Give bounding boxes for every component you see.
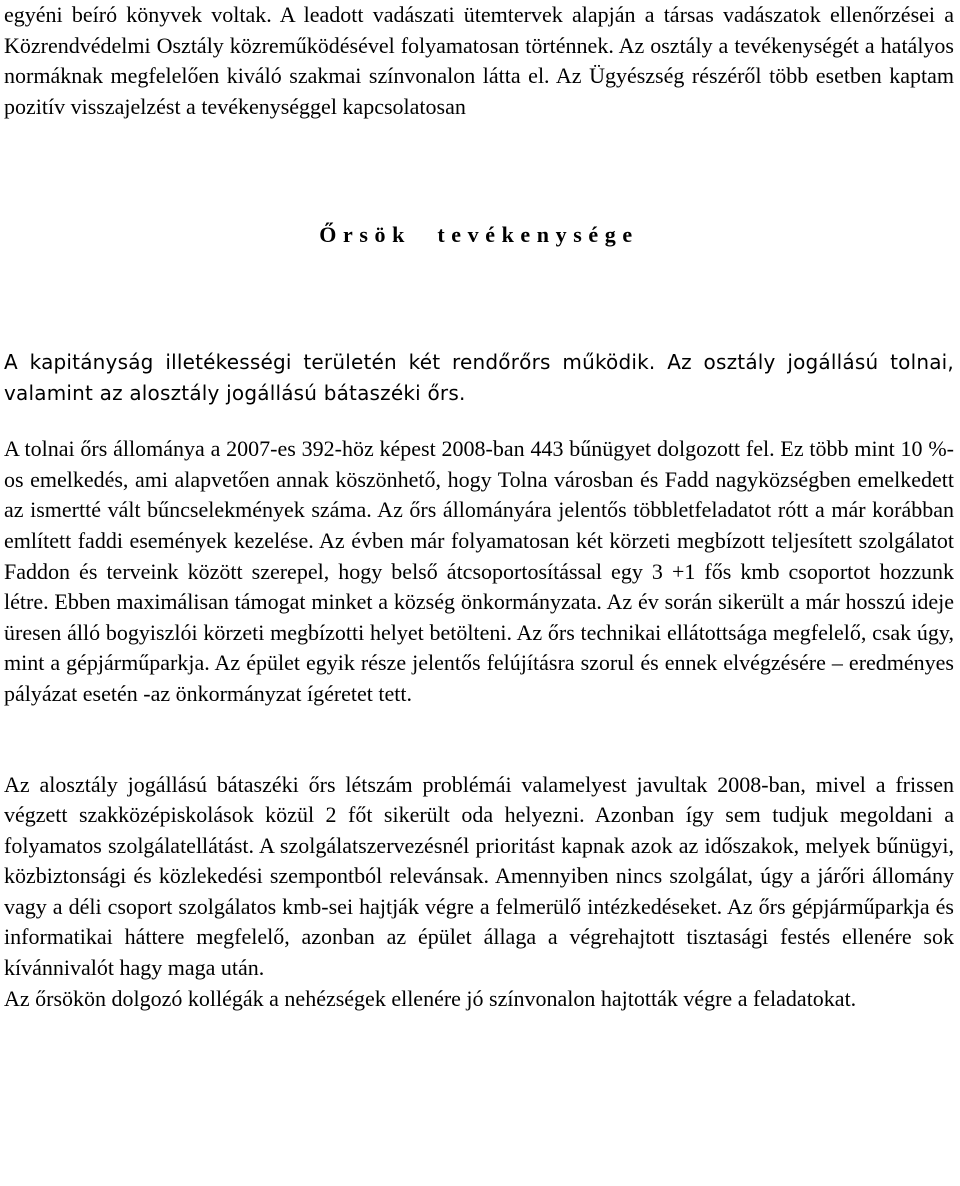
heading-word-orsok: Őrsök — [319, 222, 411, 248]
paragraph-hunting-inspections: egyéni beíró könyvek voltak. A leadott vadászati ütemtervek alapján a társas vadászatok ellenőrzései a Közrendvédelmi Osztály közreműködésével folyamatosan történnek. Az osztály a tevékenységét a hatályos normáknak megfelelően kiváló szakmai színvonalon látta el. Az Ügyészség részéről több esetben kaptam pozitív visszajelzést a tevékenységgel kapcsolatosan — [4, 2, 954, 119]
paragraph-tolna-station: A tolnai őrs állománya a 2007-es 392-höz képest 2008-ban 443 bűnügyet dolgozott fel. Ez több mint 10 %-os emelkedés, ami alapvetően annak köszönhető, hogy Tolna városban és Fadd nagyközségben emelkedett az ismertté vált bűncselekmények száma. Az őrs állományára jelentős többletfeladatot rótt a már korábban említett faddi események kezelése. Az évben már folyamatosan két körzeti megbízott teljesített szolgálatot Faddon és terveink között szerepel, hogy belső átcsoportosítással egy 3 +1 fős kmb csoportot hozzunk létre. Ebben maximálisan támogat minket a község önkormányzata. Az év során sikerült a már hosszú ideje üresen álló bogyiszlói körzeti megbízotti helyet betölteni. Az őrs technikai ellátottsága megfelelő, csak úgy, mint a gépjárműparkja. Az épület egyik része jelentős felújításra szorul és ennek elvégzésére – eredményes pályázat esetén -az önkormányzat ígéretet tett. — [4, 436, 954, 706]
section-heading — [4, 220, 954, 251]
paragraph-closing: Az őrsökön dolgozó kollégák a nehézségek ellenére jó színvonalon hajtották végre a feladatokat. — [4, 985, 857, 1011]
heading-word-tevekenysege: tevékenysége — [437, 222, 639, 248]
paragraph-bataszek-station: Az alosztály jogállású bátaszéki őrs létszám problémái valamelyest javultak 2008-ban, mivel a frissen végzett szakközépiskolások közül 2 főt sikerült oda helyezni. Azonban így sem tudjuk megoldani a folyamatos szolgálatellátást. A szolgálatszervezésnél prioritást kapnak azok az időszakok, melyek bűnügyi, közbiztonsági és közlekedési szempontból relevánsak. Amennyiben nincs szolgálat, úgy a járőri állomány vagy a déli csoport szolgálatos kmb-sei hajtják végre a felmerülő intézkedéseket. Az őrs gépjárműparkja és informatikai háttere megfelelő, azonban az épület állaga a végrehajtott tisztasági festés ellenére sok kívánnivalót hagy maga után. — [4, 771, 954, 981]
document-page — [4, 0, 954, 1014]
paragraph-police-stations: A kapitányság illetékességi területén két rendőrőrs működik. Az osztály jogállású tolnai, valamint az alosztály jogállású bátaszéki őrs. — [4, 349, 954, 405]
